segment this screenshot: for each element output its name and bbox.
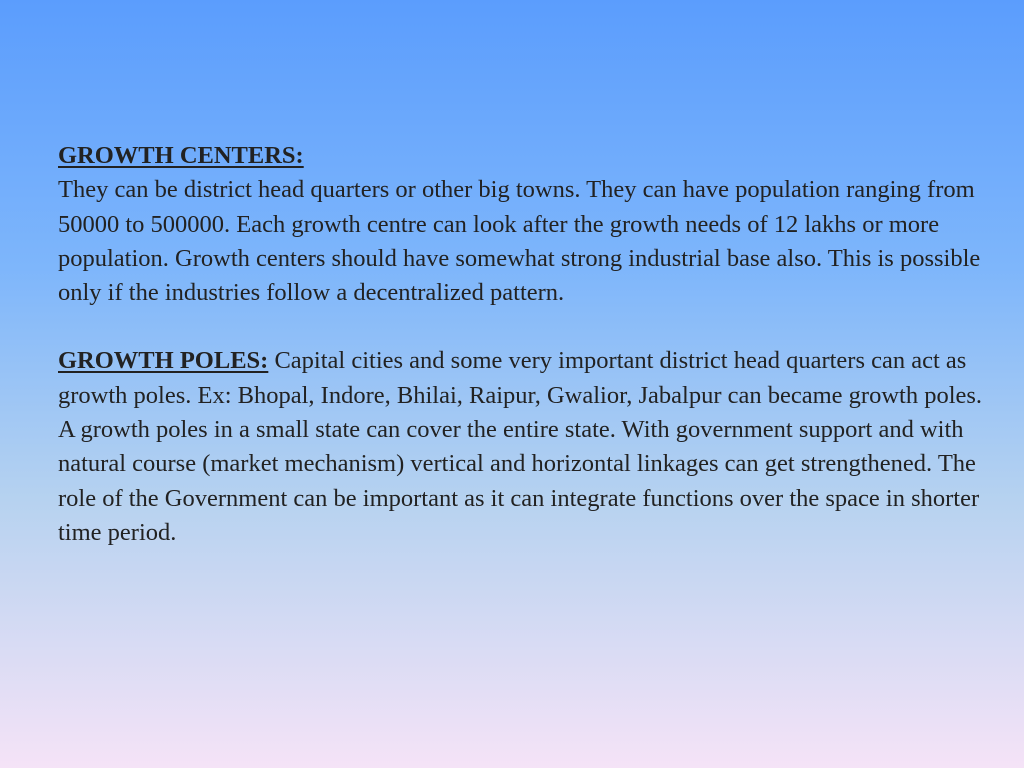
growth-poles-body: Capital cities and some very important district head quarters can act as growth poles. Ex: Bhopal, Indore, Bhilai, Raipur, Gwalior, Jabalpur can became growth poles. A growth poles in a small state can cover the entire state. With government support and with natural course (market mechanism) vertical and horizontal linkages can get strengthened. The role of the Government can be important as it can integrate functions over the space in shorter time period.: [58, 347, 983, 546]
growth-centers-body: They can be district head quarters or other big towns. They can have population ranging from 50000 to 500000. Each growth centre can look after the growth needs of 12 lakhs or more population. Growth centers should have somewhat strong industrial base also. This is possible only if the industries follow a decentralized pattern.: [58, 176, 981, 307]
growth-poles-heading: GROWTH POLES:: [58, 347, 269, 375]
growth-centers-paragraph: [58, 139, 988, 310]
slide-content: [58, 139, 988, 550]
growth-centers-heading: GROWTH CENTERS:: [58, 142, 304, 169]
growth-poles-paragraph: [58, 344, 988, 550]
